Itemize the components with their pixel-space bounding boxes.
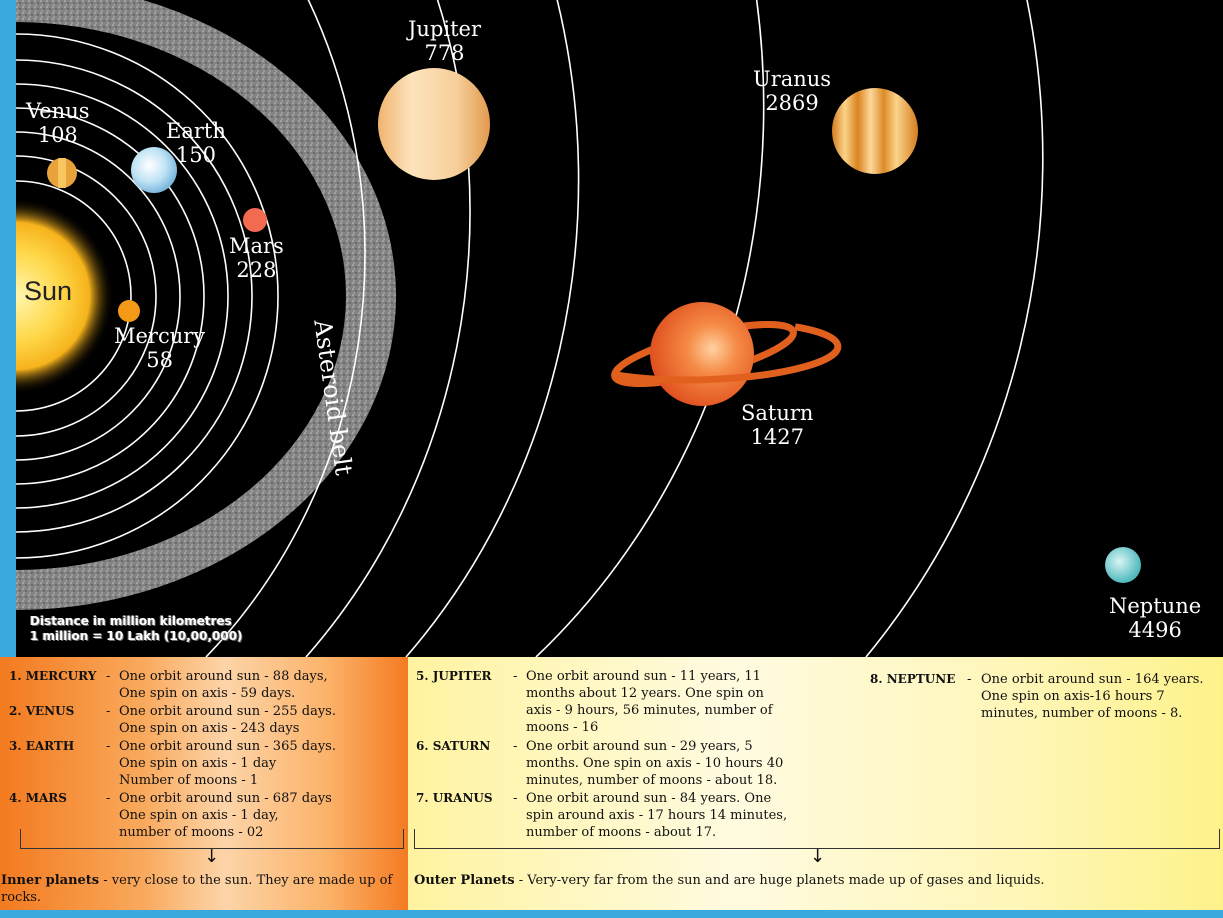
fact-dash: - (106, 791, 111, 806)
mars-distance: 228 (236, 258, 277, 282)
bottom-border (0, 910, 1223, 918)
fact-planet-name: 4. MARS (9, 791, 67, 805)
fact-planet-name: 3. EARTH (9, 739, 75, 753)
inner-planets-text: - very close to the sun. They are made up of rocks. (1, 873, 393, 905)
fact-dash: - (513, 791, 518, 806)
asteroid-belt-label: Asteroid belt (308, 317, 358, 478)
fact-text: One orbit around sun - 29 years, 5 months. One spin on axis - 10 hours 40 minutes, number of moons - about 18. (526, 739, 784, 788)
mercury-distance: 58 (146, 348, 173, 372)
venus-name: Venus (26, 99, 90, 123)
mars-name: Mars (229, 234, 284, 258)
mercury-planet (118, 300, 140, 322)
distance-note-line1: Distance in million kilometres (30, 614, 232, 628)
fact-planet-name: 8. NEPTUNE (870, 672, 956, 686)
mercury-name: Mercury (114, 324, 206, 348)
fact-text: One orbit around sun - 255 days. One spin on axis - 243 days (119, 704, 336, 736)
neptune-planet (1105, 547, 1141, 583)
mercury-fact (9, 668, 404, 708)
fact-dash: - (967, 672, 972, 687)
saturn-planet (610, 302, 839, 406)
venus-fact (9, 703, 404, 743)
fact-text: One orbit around sun - 687 days One spin on axis - 1 day, number of moons - 02 (119, 791, 332, 840)
uranus-distance: 2869 (765, 91, 819, 115)
fact-planet-name: 2. VENUS (9, 704, 75, 718)
uranus-name: Uranus (753, 67, 832, 91)
earth-fact (9, 738, 404, 793)
fact-dash: - (106, 739, 111, 754)
fact-text: One orbit around sun - 84 years. One spin around axis - 17 hours 14 minutes, number of moons - about 17. (526, 791, 788, 840)
fact-text: One orbit around sun - 88 days, One spin on axis - 59 days. (119, 669, 328, 701)
fact-text: One orbit around sun - 365 days. One spin on axis - 1 day Number of moons - 1 (119, 739, 336, 788)
saturn-fact (416, 738, 816, 793)
fact-dash: - (106, 704, 111, 719)
outer-planets-text: - Very-very far from the sun and are huge planets made up of gases and liquids. (514, 873, 1045, 888)
venus-distance: 108 (37, 123, 78, 147)
neptune-label (1109, 594, 1201, 642)
fact-planet-name: 5. JUPITER (416, 669, 492, 683)
earth-label (166, 119, 226, 167)
fact-dash: - (513, 739, 518, 754)
down-arrow-icon: ↓ (810, 846, 826, 867)
distance-note-line2: 1 million = 10 Lakh (10,00,000) (30, 629, 243, 643)
down-arrow-icon: ↓ (204, 846, 220, 867)
fact-dash: - (513, 669, 518, 684)
outer-planets-summary (414, 872, 1214, 889)
jupiter-label (408, 17, 481, 65)
earth-distance: 150 (175, 143, 216, 167)
inner-planets-panel (0, 657, 408, 910)
neptune-fact (870, 671, 1220, 726)
fact-planet-name: 6. SATURN (416, 739, 491, 753)
distance-note (30, 614, 243, 644)
solar-system-diagram (16, 0, 1223, 657)
jupiter-fact (416, 668, 816, 740)
fact-text: One orbit around sun - 164 years. One spin on axis-16 hours 7 minutes, number of moons - 8. (981, 672, 1204, 721)
outer-planets-panel (408, 657, 1223, 910)
venus-label (26, 99, 90, 147)
mars-label (229, 234, 284, 282)
fact-text: One orbit around sun - 11 years, 11 months about 12 years. One spin on axis - 9 hours, 56 minutes, number of moons - 16 (526, 669, 773, 735)
uranus-label (753, 67, 831, 115)
saturn-label (741, 401, 813, 449)
jupiter-planet (378, 68, 490, 180)
neptune-name: Neptune (1109, 594, 1202, 618)
mars-planet (243, 208, 267, 232)
inner-planets-title: Inner planets (1, 873, 100, 888)
fact-dash: - (106, 669, 111, 684)
neptune-distance: 4496 (1128, 618, 1182, 642)
jupiter-name: Jupiter (408, 17, 482, 41)
saturn-name: Saturn (741, 401, 814, 425)
earth-name: Earth (166, 119, 226, 143)
saturn-distance: 1427 (750, 425, 804, 449)
fact-planet-name: 1. MERCURY (9, 669, 97, 683)
inner-planets-summary (1, 872, 401, 906)
jupiter-distance: 778 (424, 41, 465, 65)
outer-planets-title: Outer Planets (414, 873, 515, 888)
fact-planet-name: 7. URANUS (416, 791, 493, 805)
mercury-label (114, 324, 205, 372)
sun-label: Sun (24, 276, 73, 306)
uranus-planet (832, 88, 918, 174)
